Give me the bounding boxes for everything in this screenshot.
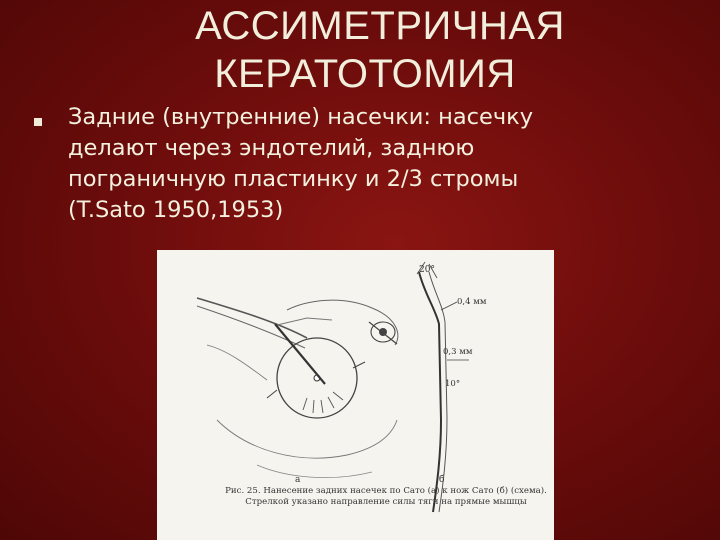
angle-bottom-label: 10° <box>445 379 461 389</box>
figure-image <box>157 250 554 540</box>
angle-top-label: 20° <box>419 265 435 275</box>
bullet-text: Задние (внутренние) насечки: насечку делают через эндотелий, заднюю пограничную пластинку и 2/3 стромы (T.Sato 1950,1953) <box>68 104 534 223</box>
label-b: б <box>439 475 445 485</box>
bullet-marker-icon <box>34 118 42 126</box>
slide-title <box>0 2 720 98</box>
title-line-1: АССИМЕТРИЧНАЯ <box>195 4 565 48</box>
title-line-2: КЕРАТОТОМИЯ <box>214 52 516 96</box>
figure-caption: Рис. 25. Нанесение задних насечек по Сато (а) к нож Сато (б) (схема). Стрелкой указано направление силы тяги на прямые мышцы <box>225 486 547 507</box>
thickness-top-label: 0,4 мм <box>457 297 487 307</box>
label-a: a <box>295 475 301 485</box>
thickness-mid-label: 0,3 мм <box>443 347 473 357</box>
